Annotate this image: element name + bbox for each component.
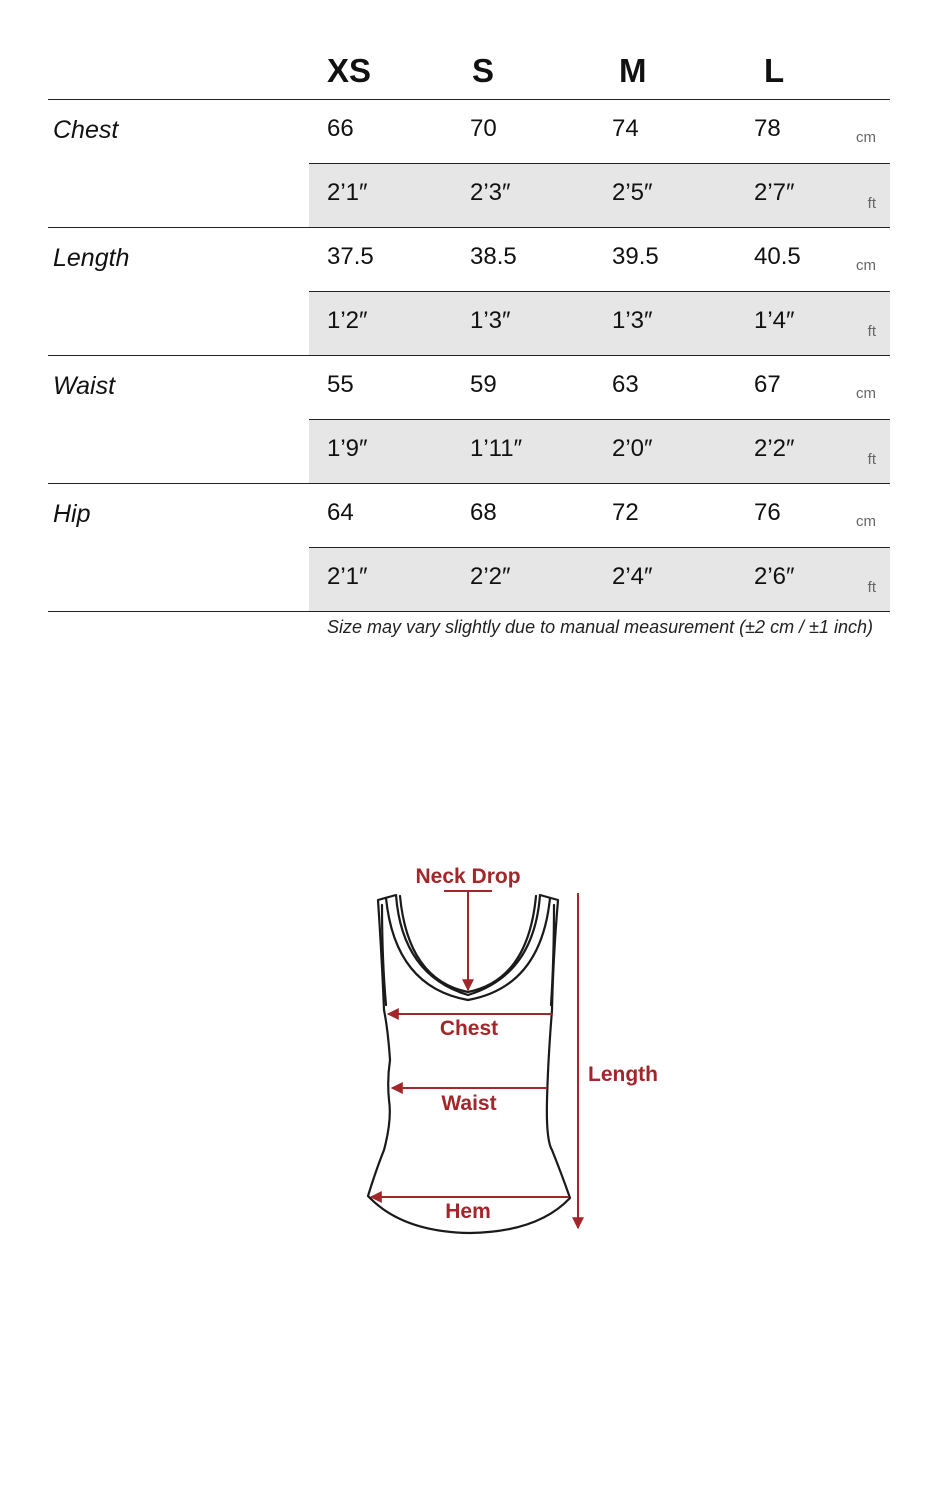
table-cell: 1’2″ xyxy=(327,307,368,334)
chest-ft-row xyxy=(309,164,890,227)
table-cell: 40.5 xyxy=(754,243,801,270)
table-cell: 74 xyxy=(612,115,639,142)
waist-cm-row xyxy=(309,356,890,420)
table-cell: 1’3″ xyxy=(470,307,511,334)
table-cell: 1’9″ xyxy=(327,435,368,462)
length-cm-row xyxy=(309,228,890,292)
measure-label-hip: Hip xyxy=(53,500,91,528)
tank-top-outline xyxy=(368,895,570,1233)
waist-diagram-label: Waist xyxy=(441,1092,497,1115)
table-cell: 2’2″ xyxy=(754,435,795,462)
chest-diagram-label: Chest xyxy=(439,1017,499,1040)
measure-group-chest xyxy=(48,100,890,228)
hip-ft-row xyxy=(309,548,890,611)
table-cell: 55 xyxy=(327,371,354,398)
table-cell: 2’1″ xyxy=(327,179,368,206)
unit-cm-label: cm xyxy=(856,257,876,274)
table-cell: 2’0″ xyxy=(612,435,653,462)
neck-drop-label: Neck Drop xyxy=(415,865,521,888)
chest-cm-row xyxy=(309,100,890,164)
size-header-row xyxy=(48,0,890,100)
table-cell: 2’3″ xyxy=(470,179,511,206)
unit-cm-label: cm xyxy=(856,385,876,402)
length-diagram-label: Length xyxy=(588,1063,658,1086)
measure-label-length: Length xyxy=(53,244,130,272)
size-header-l: L xyxy=(764,52,785,89)
measure-group-hip xyxy=(48,484,890,612)
table-cell: 64 xyxy=(327,499,354,526)
table-cell: 2’2″ xyxy=(470,563,511,590)
waist-ft-row xyxy=(309,420,890,483)
table-cell: 68 xyxy=(470,499,497,526)
table-cell: 37.5 xyxy=(327,243,374,270)
measure-label-chest: Chest xyxy=(53,116,119,144)
unit-ft-label: ft xyxy=(867,579,876,596)
table-cell: 1’3″ xyxy=(612,307,653,334)
measure-label-waist: Waist xyxy=(53,372,116,400)
table-cell: 76 xyxy=(754,499,781,526)
table-cell: 59 xyxy=(470,371,497,398)
table-cell: 1’4″ xyxy=(754,307,795,334)
table-cell: 67 xyxy=(754,371,781,398)
table-cell: 66 xyxy=(327,115,354,142)
size-header-s: S xyxy=(472,52,495,89)
length-ft-row xyxy=(309,292,890,355)
size-header-m: M xyxy=(619,52,647,89)
table-cell: 78 xyxy=(754,115,781,142)
table-cell: 70 xyxy=(470,115,497,142)
unit-cm-label: cm xyxy=(856,513,876,530)
table-cell: 39.5 xyxy=(612,243,659,270)
table-cell: 2’4″ xyxy=(612,563,653,590)
measure-group-waist xyxy=(48,356,890,484)
table-cell: 2’1″ xyxy=(327,563,368,590)
table-cell: 38.5 xyxy=(470,243,517,270)
table-cell: 63 xyxy=(612,371,639,398)
hip-cm-row xyxy=(309,484,890,548)
measure-group-length xyxy=(48,228,890,356)
hem-diagram-label: Hem xyxy=(445,1200,491,1223)
measurement-note: Size may vary slightly due to manual measurement (±2 cm / ±1 inch) xyxy=(327,617,873,637)
unit-ft-label: ft xyxy=(867,195,876,212)
size-header-xs: XS xyxy=(327,52,372,89)
unit-cm-label: cm xyxy=(856,129,876,146)
size-chart-table xyxy=(48,0,890,612)
table-cell: 2’6″ xyxy=(754,563,795,590)
table-cell: 1’11″ xyxy=(470,435,523,462)
table-cell: 2’5″ xyxy=(612,179,653,206)
unit-ft-label: ft xyxy=(867,451,876,468)
table-cell: 72 xyxy=(612,499,639,526)
unit-ft-label: ft xyxy=(867,323,876,340)
table-cell: 2’7″ xyxy=(754,179,795,206)
